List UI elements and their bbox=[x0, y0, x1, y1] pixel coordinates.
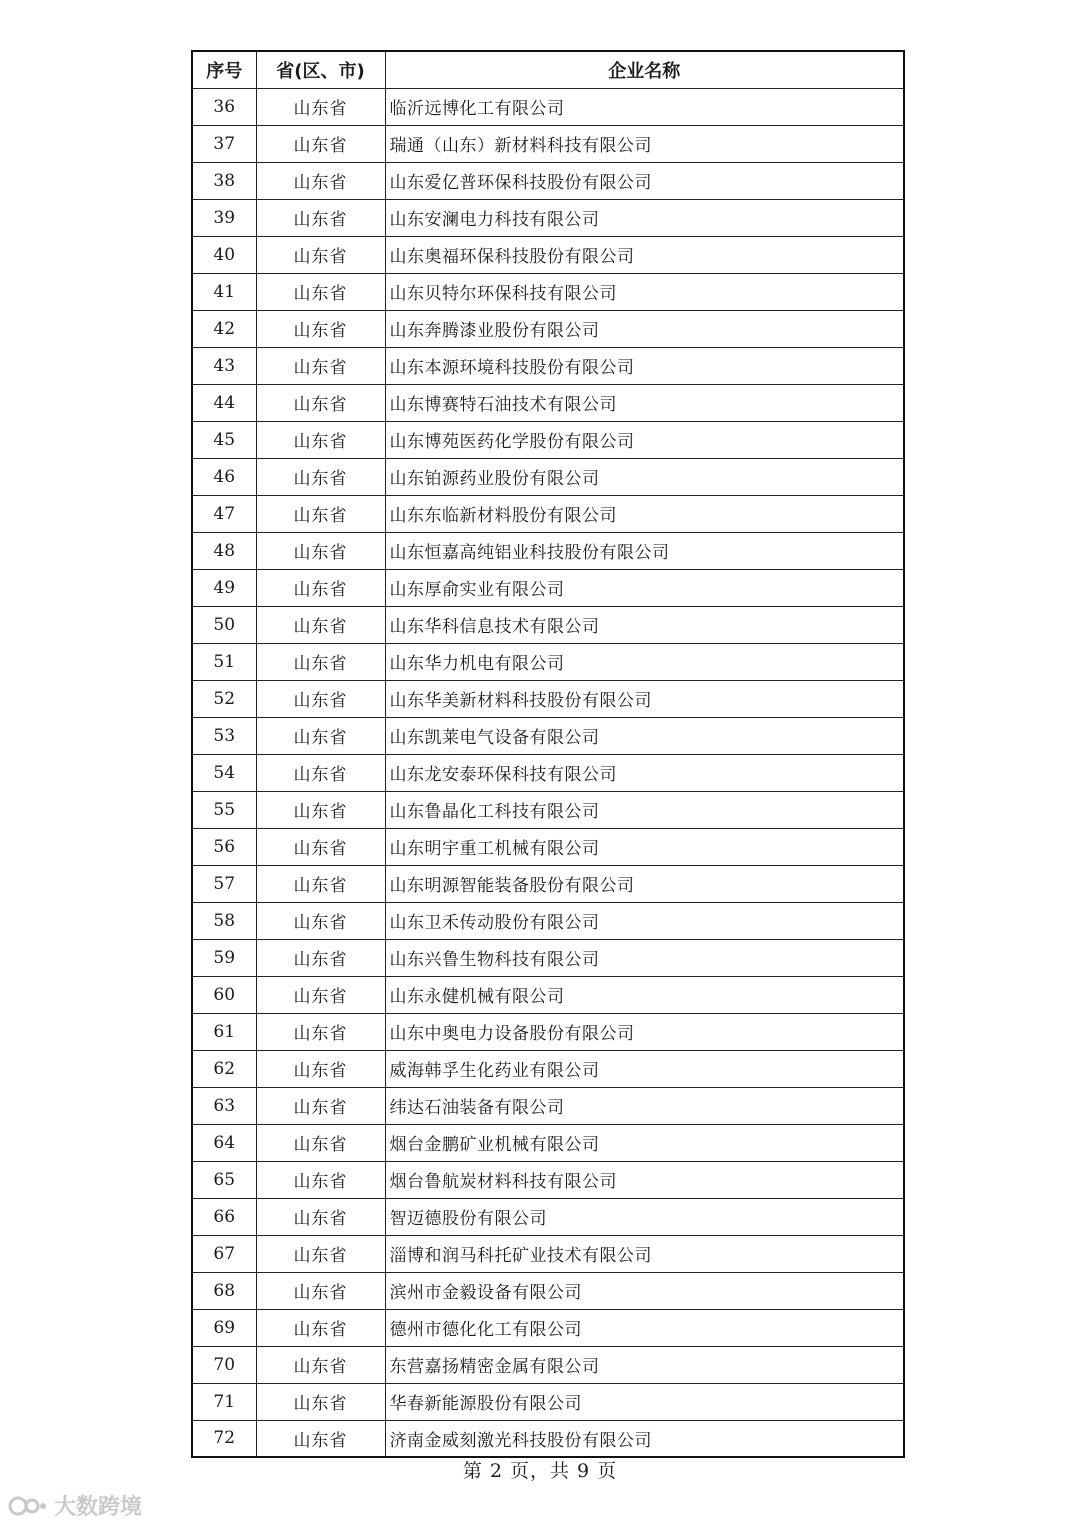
row-province: 山东省 bbox=[256, 1383, 385, 1420]
watermark bbox=[8, 1490, 142, 1521]
row-number: 72 bbox=[192, 1420, 256, 1457]
row-number: 48 bbox=[192, 532, 256, 569]
row-province: 山东省 bbox=[256, 384, 385, 421]
table-row bbox=[192, 791, 904, 828]
row-province: 山东省 bbox=[256, 754, 385, 791]
table-row bbox=[192, 532, 904, 569]
row-province: 山东省 bbox=[256, 162, 385, 199]
row-province: 山东省 bbox=[256, 125, 385, 162]
row-province: 山东省 bbox=[256, 347, 385, 384]
row-province: 山东省 bbox=[256, 680, 385, 717]
row-company-name: 山东华美新材料科技股份有限公司 bbox=[385, 680, 904, 717]
row-company-name: 济南金威刻激光科技股份有限公司 bbox=[385, 1420, 904, 1457]
row-number: 49 bbox=[192, 569, 256, 606]
table-row bbox=[192, 88, 904, 125]
row-number: 53 bbox=[192, 717, 256, 754]
row-company-name: 山东博赛特石油技术有限公司 bbox=[385, 384, 904, 421]
table-row bbox=[192, 1420, 904, 1457]
row-company-name: 山东卫禾传动股份有限公司 bbox=[385, 902, 904, 939]
row-number: 70 bbox=[192, 1346, 256, 1383]
row-number: 58 bbox=[192, 902, 256, 939]
row-province: 山东省 bbox=[256, 1124, 385, 1161]
row-company-name: 威海韩孚生化药业有限公司 bbox=[385, 1050, 904, 1087]
row-number: 41 bbox=[192, 273, 256, 310]
row-company-name: 山东奥福环保科技股份有限公司 bbox=[385, 236, 904, 273]
row-number: 47 bbox=[192, 495, 256, 532]
row-number: 61 bbox=[192, 1013, 256, 1050]
table-row bbox=[192, 1161, 904, 1198]
row-company-name: 山东龙安泰环保科技有限公司 bbox=[385, 754, 904, 791]
row-number: 36 bbox=[192, 88, 256, 125]
row-company-name: 山东华力机电有限公司 bbox=[385, 643, 904, 680]
row-province: 山东省 bbox=[256, 199, 385, 236]
row-company-name: 山东凯莱电气设备有限公司 bbox=[385, 717, 904, 754]
row-province: 山东省 bbox=[256, 1420, 385, 1457]
row-company-name: 山东恒嘉高纯铝业科技股份有限公司 bbox=[385, 532, 904, 569]
row-number: 40 bbox=[192, 236, 256, 273]
row-company-name: 山东中奥电力设备股份有限公司 bbox=[385, 1013, 904, 1050]
table-header-row bbox=[192, 51, 904, 88]
row-province: 山东省 bbox=[256, 310, 385, 347]
row-number: 55 bbox=[192, 791, 256, 828]
row-number: 71 bbox=[192, 1383, 256, 1420]
row-company-name: 山东明宇重工机械有限公司 bbox=[385, 828, 904, 865]
row-company-name: 山东东临新材料股份有限公司 bbox=[385, 495, 904, 532]
row-company-name: 纬达石油装备有限公司 bbox=[385, 1087, 904, 1124]
header-no: 序号 bbox=[192, 51, 256, 88]
row-number: 56 bbox=[192, 828, 256, 865]
row-number: 65 bbox=[192, 1161, 256, 1198]
table-row bbox=[192, 828, 904, 865]
row-company-name: 山东爱亿普环保科技股份有限公司 bbox=[385, 162, 904, 199]
row-province: 山东省 bbox=[256, 1272, 385, 1309]
row-number: 62 bbox=[192, 1050, 256, 1087]
row-province: 山东省 bbox=[256, 939, 385, 976]
table-row bbox=[192, 384, 904, 421]
row-company-name: 烟台鲁航炭材料科技有限公司 bbox=[385, 1161, 904, 1198]
row-province: 山东省 bbox=[256, 1087, 385, 1124]
row-province: 山东省 bbox=[256, 1235, 385, 1272]
row-company-name: 山东铂源药业股份有限公司 bbox=[385, 458, 904, 495]
table-row bbox=[192, 1198, 904, 1235]
table-row bbox=[192, 754, 904, 791]
row-number: 64 bbox=[192, 1124, 256, 1161]
row-company-name: 山东兴鲁生物科技有限公司 bbox=[385, 939, 904, 976]
row-number: 39 bbox=[192, 199, 256, 236]
row-number: 68 bbox=[192, 1272, 256, 1309]
table-row bbox=[192, 680, 904, 717]
watermark-logo-icon bbox=[8, 1493, 48, 1519]
row-province: 山东省 bbox=[256, 1013, 385, 1050]
row-number: 44 bbox=[192, 384, 256, 421]
table-row bbox=[192, 1050, 904, 1087]
table-body bbox=[192, 88, 904, 1457]
row-number: 46 bbox=[192, 458, 256, 495]
table-row bbox=[192, 273, 904, 310]
page-footer: 第 2 页，共 9 页 bbox=[462, 1460, 618, 1482]
row-province: 山东省 bbox=[256, 828, 385, 865]
table-row bbox=[192, 1383, 904, 1420]
table-row bbox=[192, 458, 904, 495]
row-company-name: 山东华科信息技术有限公司 bbox=[385, 606, 904, 643]
row-province: 山东省 bbox=[256, 643, 385, 680]
table-row bbox=[192, 236, 904, 273]
row-company-name: 山东鲁晶化工科技有限公司 bbox=[385, 791, 904, 828]
watermark-text: 大数跨境 bbox=[54, 1495, 143, 1520]
row-province: 山东省 bbox=[256, 717, 385, 754]
row-number: 51 bbox=[192, 643, 256, 680]
row-province: 山东省 bbox=[256, 458, 385, 495]
table-row bbox=[192, 939, 904, 976]
table-row bbox=[192, 1272, 904, 1309]
row-company-name: 临沂远博化工有限公司 bbox=[385, 88, 904, 125]
row-province: 山东省 bbox=[256, 1198, 385, 1235]
row-province: 山东省 bbox=[256, 569, 385, 606]
row-province: 山东省 bbox=[256, 976, 385, 1013]
row-number: 69 bbox=[192, 1309, 256, 1346]
row-province: 山东省 bbox=[256, 1346, 385, 1383]
row-province: 山东省 bbox=[256, 1161, 385, 1198]
row-company-name: 东营嘉扬精密金属有限公司 bbox=[385, 1346, 904, 1383]
row-company-name: 山东奔腾漆业股份有限公司 bbox=[385, 310, 904, 347]
row-company-name: 滨州市金毅设备有限公司 bbox=[385, 1272, 904, 1309]
row-number: 38 bbox=[192, 162, 256, 199]
header-province: 省(区、市) bbox=[256, 51, 385, 88]
row-number: 66 bbox=[192, 1198, 256, 1235]
row-province: 山东省 bbox=[256, 1050, 385, 1087]
row-province: 山东省 bbox=[256, 495, 385, 532]
table-row bbox=[192, 976, 904, 1013]
table-row bbox=[192, 1346, 904, 1383]
row-company-name: 山东永健机械有限公司 bbox=[385, 976, 904, 1013]
row-company-name: 烟台金鹏矿业机械有限公司 bbox=[385, 1124, 904, 1161]
row-province: 山东省 bbox=[256, 791, 385, 828]
row-number: 43 bbox=[192, 347, 256, 384]
row-province: 山东省 bbox=[256, 236, 385, 273]
row-number: 59 bbox=[192, 939, 256, 976]
table-row bbox=[192, 606, 904, 643]
row-company-name: 山东明源智能装备股份有限公司 bbox=[385, 865, 904, 902]
row-company-name: 山东安澜电力科技有限公司 bbox=[385, 199, 904, 236]
row-province: 山东省 bbox=[256, 88, 385, 125]
row-province: 山东省 bbox=[256, 421, 385, 458]
table-row bbox=[192, 1124, 904, 1161]
table-row bbox=[192, 902, 904, 939]
row-company-name: 华春新能源股份有限公司 bbox=[385, 1383, 904, 1420]
row-number: 54 bbox=[192, 754, 256, 791]
row-number: 63 bbox=[192, 1087, 256, 1124]
table-row bbox=[192, 569, 904, 606]
row-province: 山东省 bbox=[256, 865, 385, 902]
row-number: 60 bbox=[192, 976, 256, 1013]
table-row bbox=[192, 643, 904, 680]
row-number: 57 bbox=[192, 865, 256, 902]
row-province: 山东省 bbox=[256, 902, 385, 939]
table-row bbox=[192, 1235, 904, 1272]
row-number: 37 bbox=[192, 125, 256, 162]
table-row bbox=[192, 1087, 904, 1124]
header-company-name: 企业名称 bbox=[385, 51, 904, 88]
row-number: 42 bbox=[192, 310, 256, 347]
row-company-name: 山东博苑医药化学股份有限公司 bbox=[385, 421, 904, 458]
row-company-name: 山东本源环境科技股份有限公司 bbox=[385, 347, 904, 384]
table-row bbox=[192, 162, 904, 199]
row-company-name: 瑞通（山东）新材料科技有限公司 bbox=[385, 125, 904, 162]
table-row bbox=[192, 125, 904, 162]
row-company-name: 智迈德股份有限公司 bbox=[385, 1198, 904, 1235]
row-company-name: 德州市德化化工有限公司 bbox=[385, 1309, 904, 1346]
table-row bbox=[192, 347, 904, 384]
row-number: 45 bbox=[192, 421, 256, 458]
table-row bbox=[192, 1309, 904, 1346]
row-province: 山东省 bbox=[256, 532, 385, 569]
row-company-name: 淄博和润马科托矿业技术有限公司 bbox=[385, 1235, 904, 1272]
table-row bbox=[192, 421, 904, 458]
row-number: 67 bbox=[192, 1235, 256, 1272]
table-row bbox=[192, 717, 904, 754]
row-company-name: 山东贝特尔环保科技有限公司 bbox=[385, 273, 904, 310]
table-row bbox=[192, 865, 904, 902]
row-company-name: 山东厚俞实业有限公司 bbox=[385, 569, 904, 606]
enterprise-table bbox=[191, 50, 905, 1458]
row-province: 山东省 bbox=[256, 1309, 385, 1346]
table-row bbox=[192, 199, 904, 236]
table-row bbox=[192, 310, 904, 347]
row-province: 山东省 bbox=[256, 606, 385, 643]
table-row bbox=[192, 1013, 904, 1050]
table-row bbox=[192, 495, 904, 532]
row-number: 50 bbox=[192, 606, 256, 643]
row-province: 山东省 bbox=[256, 273, 385, 310]
row-number: 52 bbox=[192, 680, 256, 717]
